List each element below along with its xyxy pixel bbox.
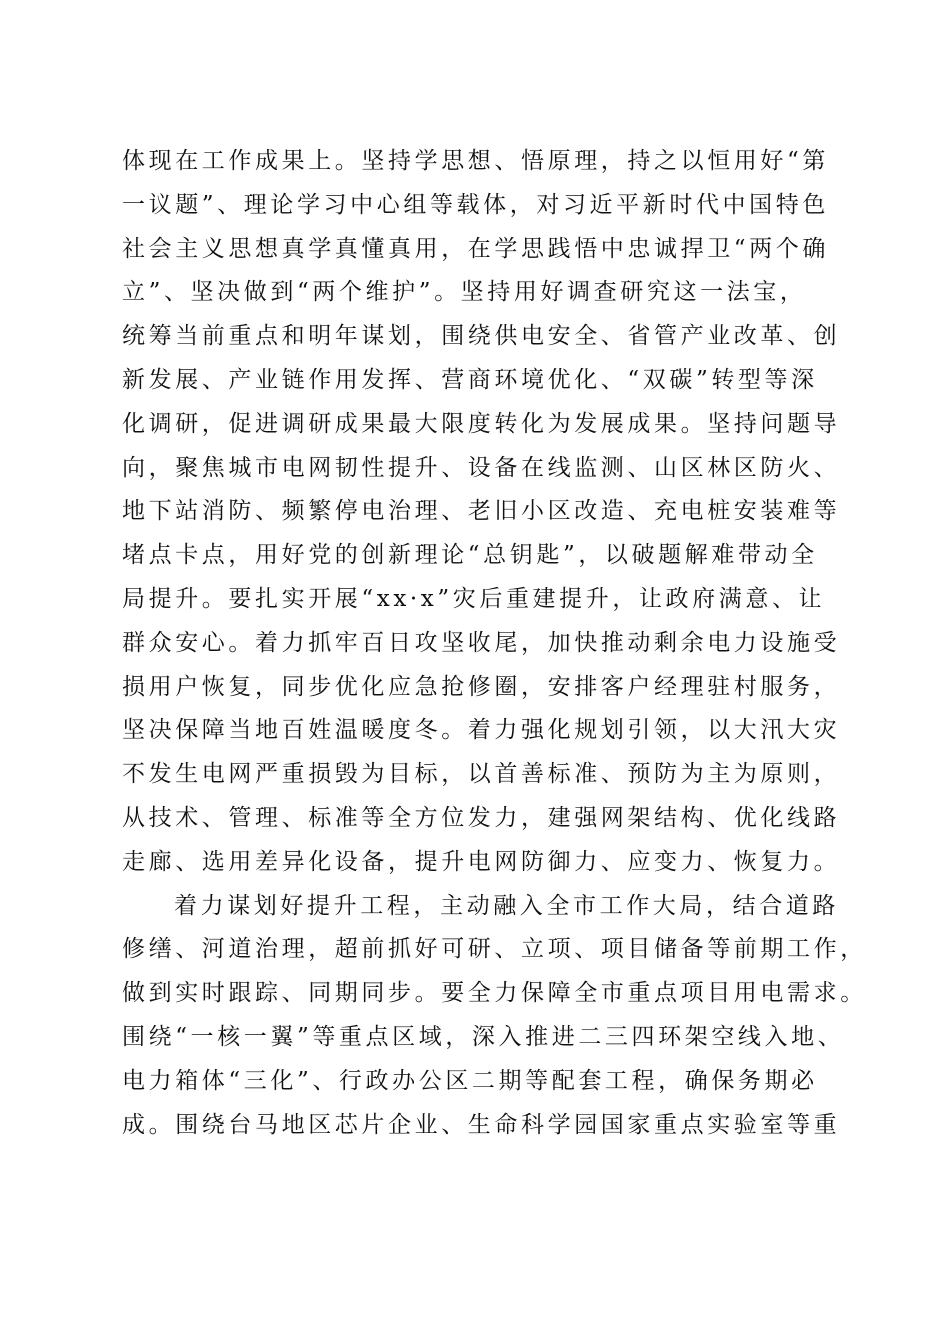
text-line: 不发生电网严重损毁为目标，以首善标准、预防为主为原则， (122, 761, 841, 788)
text-line: 成。围绕台马地区芯片企业、生命科学园国家重点实验室等重 (122, 1111, 841, 1138)
text-line: 修缮、河道治理，超前抓好可研、立项、项目储备等前期工作， (122, 936, 867, 963)
text-line: 体现在工作成果上。坚持学思想、悟原理，持之以恒用好“第 (122, 148, 829, 174)
paragraph-first-line: 着力谋划好提升工程，主动融入全市工作大局，结合道路 (174, 892, 839, 919)
text-line: 新发展、产业链作用发挥、营商环境优化、“双碳”转型等深 (122, 366, 818, 393)
text-line: 坚决保障当地百姓温暖度冬。着力强化规划引领，以大汛大灾 (122, 717, 841, 744)
text-line: 地下站消防、频繁停电治理、老旧小区改造、充电桩安装难等 (122, 498, 841, 525)
text-line: 局提升。要扎实开展“xx·x”灾后重建提升，让政府满意、让 (122, 585, 826, 612)
text-line: 化调研，促进调研成果最大限度转化为发展成果。坚持问题导 (122, 410, 841, 437)
text-line: 向，聚焦城市电网韧性提升、设备在线监测、山区林区防火、 (122, 454, 841, 481)
text-line: 社会主义思想真学真懂真用，在学思践悟中忠诚捍卫“两个确 (122, 235, 829, 262)
text-line: 做到实时跟踪、同期同步。要全力保障全市重点项目用电需求。 (122, 980, 867, 1007)
text-line: 电力箱体“三化”、行政办公区二期等配套工程，确保务期必 (122, 1067, 818, 1094)
text-line: 堵点卡点，用好党的创新理论“总钥匙”，以破题解难带动全 (122, 542, 818, 569)
text-line: 损用户恢复，同步优化应急抢修圈，安排客户经理驻村服务， (122, 673, 841, 700)
text-line: 从技术、管理、标准等全方位发力，建强网架结构、优化线路 (122, 804, 841, 831)
text-line: 围绕“一核一翼”等重点区域，深入推进二三四环架空线入地、 (122, 1023, 845, 1050)
text-line: 统筹当前重点和明年谋划，围绕供电安全、省管产业改革、创 (122, 323, 841, 350)
text-line: 群众安心。着力抓牢百日攻坚收尾，加快推动剩余电力设施受 (122, 629, 841, 656)
body-text (122, 140, 867, 1147)
text-line: 立”、坚决做到“两个维护”。坚持用好调查研究这一法宝， (122, 279, 807, 306)
text-line: 走廊、选用差异化设备，提升电网防御力、应变力、恢复力。 (122, 848, 841, 875)
text-line: 一议题”、理论学习中心组等载体，对习近平新时代中国特色 (122, 191, 829, 218)
